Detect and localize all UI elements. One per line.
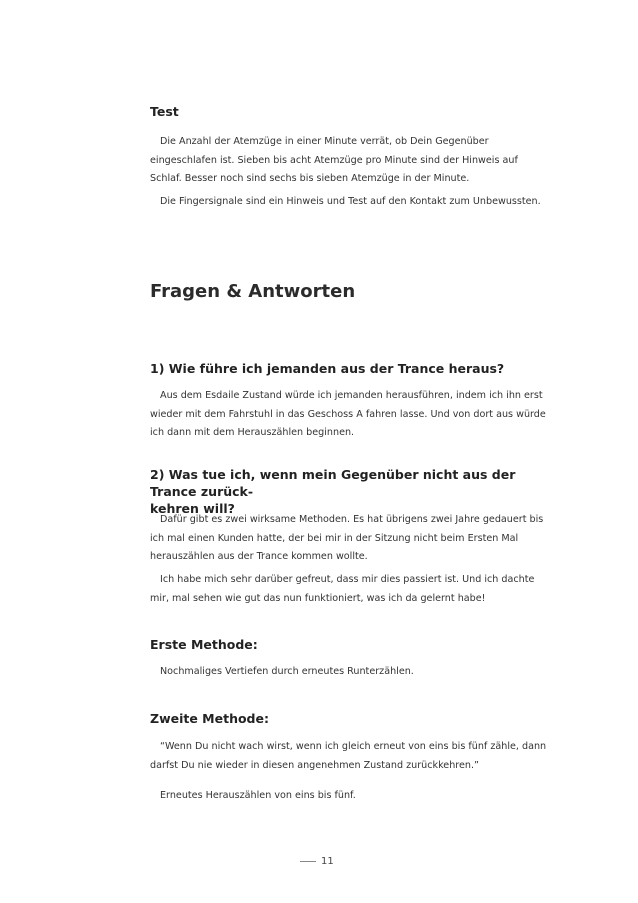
test-paragraph-1: Die Anzahl der Atemzüge in einer Minute verrät, ob Dein Gegenüber eingeschlafen ist. Sieben bis acht Atemzüge pro Minute sind der Hinweis auf Schlaf. Besser noch sind sechs bis sieben Atemzüge in der Minute. bbox=[150, 136, 518, 184]
method-1-heading: Erste Methode: bbox=[150, 637, 258, 652]
faq-heading: Fragen & Antworten bbox=[150, 281, 356, 302]
question-1-heading: 1) Wie führe ich jemanden aus der Trance heraus? bbox=[150, 361, 505, 376]
method-2-paragraph-2: Erneutes Herauszählen von eins bis fünf. bbox=[160, 790, 356, 801]
question-2-paragraph-2: Ich habe mich sehr darüber gefreut, dass mir dies passiert ist. Und ich dachte mir, mal sehen wie gut das nun funktioniert, was ich da gelernt habe! bbox=[150, 574, 535, 604]
footer-rule bbox=[300, 861, 316, 862]
method-2-paragraph-1: “Wenn Du nicht wach wirst, wenn ich gleich erneut von eins bis fünf zähle, dann darfst Du nie wieder in diesen angenehmen Zustand zurückkehren.” bbox=[150, 741, 547, 771]
test-heading: Test bbox=[150, 104, 179, 119]
method-1-paragraph: Nochmaliges Vertiefen durch erneutes Runterzählen. bbox=[160, 666, 414, 677]
test-paragraph-2: Die Fingersignale sind ein Hinweis und Test auf den Kontakt zum Unbewussten. bbox=[160, 196, 541, 207]
question-2-paragraph-1: Dafür gibt es zwei wirksame Methoden. Es hat übrigens zwei Jahre gedauert bis ich mal einen Kunden hatte, der bei mir in der Sitzung nicht beim Ersten Mal herauszählen aus der Trance kommen wollte. bbox=[150, 514, 544, 562]
page-number: 11 bbox=[321, 856, 334, 867]
question-2-heading: 2) Was tue ich, wenn mein Gegenüber nicht aus der Trance zurück- kehren will? bbox=[150, 467, 516, 516]
question-1-paragraph: Aus dem Esdaile Zustand würde ich jemanden herausführen, indem ich ihn erst wieder mit dem Fahrstuhl in das Geschoss A fahren lasse. Und von dort aus würde ich dann mit dem Herauszählen beginnen. bbox=[150, 390, 546, 438]
method-2-heading: Zweite Methode: bbox=[150, 711, 269, 726]
page-footer bbox=[300, 856, 334, 867]
